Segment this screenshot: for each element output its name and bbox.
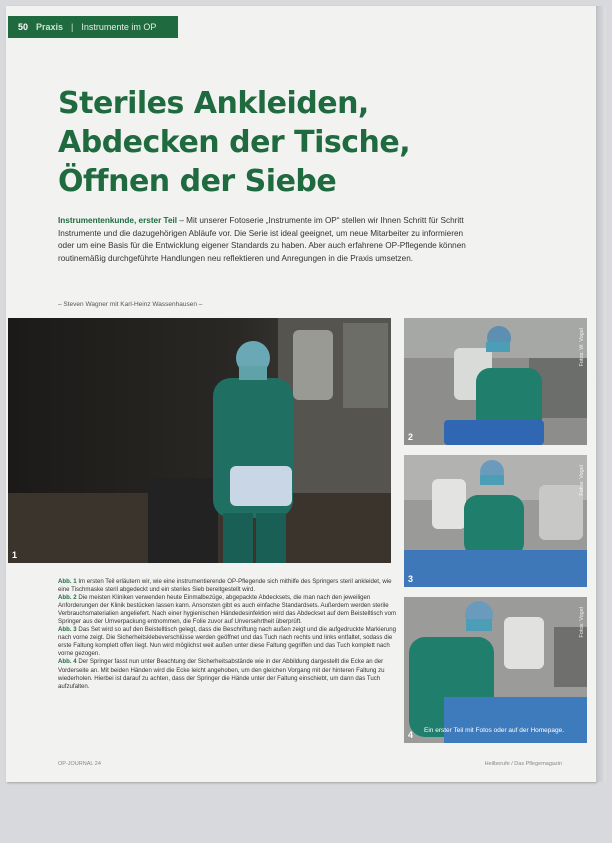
caption-3: [58, 626, 398, 658]
photo-2-credit: Fotos: W. Vogel: [579, 328, 585, 367]
photo-1: [8, 318, 391, 563]
photo-4-number: 4: [408, 730, 414, 740]
photo-4-credit: Fotos: Vogel: [579, 607, 585, 638]
caption-2-label: Abb. 2: [58, 594, 77, 602]
caption-2: [58, 594, 398, 626]
title-line-3: Öffnen der Siebe: [58, 164, 337, 199]
photo-4: [404, 597, 587, 743]
intro-text: – Mit unserer Fotoserie „Instrumente im OP“ stellen wir Ihnen Schritt für Schritt Instrumente und die dazugehörigen Abläufe vor. Die Serie ist ideal geeignet, um neue Mitarbeiter zu informieren oder um eine Basis für die Entwicklung eigener Standards zu haben. Aber auch erfahrene OP-Pflegende können routinemäßig durchgeführte Handlungen neu reflektieren und Anregungen in die Praxis umsetzen.: [58, 216, 466, 263]
intro-lead: Instrumentenkunde, erster Teil: [58, 216, 178, 225]
caption-2-text: Die meisten Kliniken verwenden heute Einmalbezüge, abgepackte Abdecksets, die man nach den jeweiligen Anforderungen der Klinik bestücken lassen kann. Ansonsten gibt es auch einfache Standardsets. Außerdem werden sterile Verbrauchsmaterialien angeliefert. Nach einer hygienischen Händedesinfektion wird das Abdeckset auf dem Beistelltisch vom Springer aus der Umverpackung entnommen, die Folie zuvor auf Unversehrtheit überprüft.: [58, 594, 397, 626]
author-line: – Steven Wagner mit Karl-Heinz Wassenhausen –: [58, 301, 203, 308]
caption-1-text: Im ersten Teil erläutern wir, wie eine instrumentierende OP-Pflegende sich mithilfe des Springers steril ankleidet, wie eine Tischmaske steril abgedeckt und ein steriles Sieb bereitgestellt wird.: [58, 578, 392, 594]
caption-3-text: Das Set wird so auf den Beistelltisch gelegt, dass die Beschriftung nach außen zeigt und die aufgedruckte Markierung nach vorne zeigt. Die Sicherheitsklebeverschlüsse werden geöffnet und das Tuch nach rechts und links entfaltet, sodass die erste Faltung komplett offen liegt. Nun wird möglichst weit außen unter diese Faltung gegriffen und das Tuch komplett nach vorne gezogen.: [58, 626, 397, 658]
page-edge: [596, 6, 606, 782]
photo-3-image: [404, 455, 587, 587]
section-label: Praxis: [36, 22, 64, 32]
article-title: [58, 84, 498, 201]
photo-3: [404, 455, 587, 587]
footer-left: OP-JOURNAL 24: [58, 761, 101, 767]
page-number: 50: [18, 22, 29, 32]
title-line-1: Steriles Ankleiden,: [58, 86, 369, 121]
photo-4-image: [404, 597, 587, 743]
caption-3-label: Abb. 3: [58, 626, 77, 634]
caption-4: [58, 658, 398, 690]
title-line-2: Abdecken der Tische,: [58, 125, 411, 160]
photo-3-credit: Fotos: Vogel: [579, 465, 585, 496]
caption-1: [58, 578, 398, 594]
photo-2-number: 2: [408, 432, 414, 442]
photo-1-number: 1: [12, 550, 18, 560]
section-header: [8, 16, 178, 38]
caption-4-label: Abb. 4: [58, 658, 77, 666]
caption-4-text: Der Springer fasst nun unter Beachtung der Sicherheitsabstände wie in der Abbildung dargestellt die Ecke an der Vorderseite an. Mit beiden Händen wird die Ecke leicht angehoben, um den gleichen Vorgang mit der hinteren Faltung zu wiederholen. Hierbei ist darauf zu achten, dass der Springer die Hände unter der Faltung einschiebt, um dann das Tuch aufzufalten.: [58, 658, 385, 690]
section-separator: |: [71, 22, 74, 32]
photo-3-number: 3: [408, 574, 414, 584]
caption-1-label: Abb. 1: [58, 578, 77, 585]
figure-captions: [58, 578, 398, 691]
photo-2-image: [404, 318, 587, 445]
intro-paragraph: [58, 215, 470, 265]
photo-4-overlay-caption: Ein erster Teil mit Fotos oder auf der Homepage.: [424, 727, 565, 734]
footer-right: Heilberufe / Das Pflegemagazin: [484, 761, 562, 767]
photo-1-image: [8, 318, 391, 563]
subsection-label: Instrumente im OP: [81, 22, 157, 32]
photo-2: [404, 318, 587, 445]
